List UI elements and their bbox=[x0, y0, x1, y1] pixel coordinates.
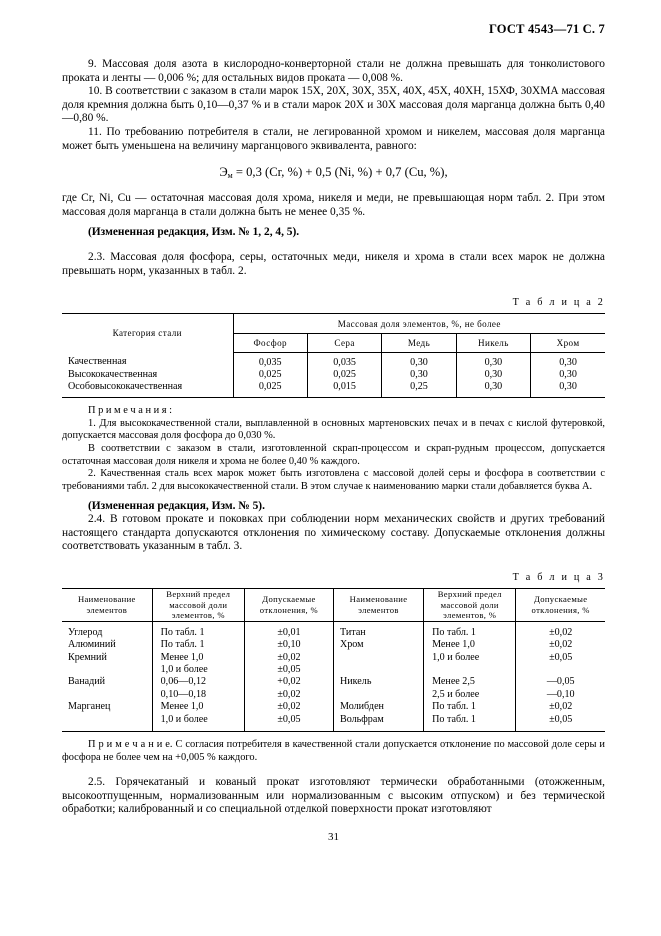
table3-row6-lim-right: По табл. 1 bbox=[424, 701, 516, 713]
paragraph-2-4: 2.4. В готовом прокате и поковках при соблюдении норм механических свойств и других требований настоящего стандарта допускаются отклонения по химическому составу. Допускаемые отклонения должны соответствовать указанным в табл. 3. bbox=[62, 513, 605, 553]
table-2 bbox=[62, 313, 605, 399]
table3-row4-lim-right: Менее 2,5 bbox=[424, 676, 516, 688]
formula-symbol: Э bbox=[219, 165, 228, 180]
table2-header-span: Массовая доля элементов, %, не более bbox=[233, 313, 605, 333]
table3-row5-el-right bbox=[333, 689, 423, 701]
table3-row3-dev-right bbox=[516, 664, 605, 676]
table2-row0-category: Качественная bbox=[62, 352, 233, 369]
table2-note-2: 2. Качественная сталь всех марок может быть изготовлена с массовой долей серы и фосфора в соответствии с требованиями табл. 2 для высококачественной стали. В этом случае к наименованию марки стали добавляется буква А. bbox=[62, 468, 605, 492]
table3-row0-dev-left: ±0,01 bbox=[244, 621, 333, 639]
table3-row6-lim-left: Менее 1,0 bbox=[152, 701, 244, 713]
table2-row2-val1: 0,015 bbox=[307, 381, 381, 398]
table-row bbox=[62, 701, 605, 713]
table-row bbox=[62, 352, 605, 369]
table2-row0-val4: 0,30 bbox=[559, 356, 577, 368]
table3-row1-lim-right: Менее 1,0 bbox=[424, 639, 516, 651]
table2-row1-val4: 0,30 bbox=[559, 368, 577, 380]
table3-row6-dev-right: ±0,02 bbox=[549, 701, 573, 713]
table2-row1-val1: 0,025 bbox=[307, 369, 381, 381]
table3-row0-el-right: Титан bbox=[333, 621, 423, 639]
table3-row5-dev-left: ±0,02 bbox=[244, 689, 333, 701]
table2-col-sulfur: Сера bbox=[307, 333, 381, 352]
table3-row4-dev-left: +0,02 bbox=[244, 676, 333, 688]
table3-row1-el-left: Алюминий bbox=[62, 639, 152, 651]
table2-col-copper: Медь bbox=[382, 333, 456, 352]
table2-header-category: Категория стали bbox=[62, 313, 233, 352]
formula-expression: = 0,3 (Cr, %) + 0,5 (Ni, %) + 0,7 (Cu, %), bbox=[232, 165, 448, 180]
table2-col-chromium: Хром bbox=[531, 333, 605, 352]
table3-row2-lim-right: 1,0 и более bbox=[424, 652, 516, 664]
table3-row3-lim-right bbox=[424, 664, 516, 676]
table-row bbox=[62, 369, 605, 381]
table3-row7-el-left bbox=[62, 714, 152, 732]
paragraph-11: 11. По требованию потребителя в стали, не легированной хромом и никелем, массовая доля марганца может быть уменьшена на величину марганцового эквивалента, равного: bbox=[62, 125, 605, 152]
table2-row2-category: Особовысококачественная bbox=[62, 381, 233, 398]
table-row bbox=[62, 652, 605, 664]
table3-row7-dev-right: ±0,05 bbox=[549, 713, 573, 725]
table2-note-1b: В соответствии с заказом в стали, изготовленной скрап-процессом и скрап-рудным процессом, допускается остаточная массовая доля никеля и хрома не более 0,40 % каждого. bbox=[62, 442, 605, 467]
table3-row2-el-left: Кремний bbox=[62, 652, 152, 664]
table3-row0-lim-right: По табл. 1 bbox=[424, 621, 516, 639]
table3-col-deviation-left: Допускаемые отклонения, % bbox=[244, 589, 333, 621]
table3-row7-lim-left: 1,0 и более bbox=[152, 714, 244, 732]
table2-col-phosphorus: Фосфор bbox=[233, 333, 307, 352]
table3-row4-el-right: Никель bbox=[333, 676, 423, 688]
table3-row1-el-right: Хром bbox=[333, 639, 423, 651]
table3-row0-el-left: Углерод bbox=[62, 621, 152, 639]
formula-subscript: м bbox=[227, 171, 233, 181]
paragraph-2-3: 2.3. Массовая доля фосфора, серы, остаточных меди, никеля и хрома в стали всех марок не должна превышать норм, указанных в табл. 2. bbox=[62, 251, 605, 277]
table3-caption: Т а б л и ц а 3 bbox=[512, 572, 605, 584]
table2-row1-val2: 0,30 bbox=[382, 369, 456, 381]
table3-row4-lim-left: 0,06—0,12 bbox=[152, 676, 244, 688]
table2-row0-val0: 0,035 bbox=[233, 352, 307, 369]
table3-col-limit-left: Верхний предел массовой доли элементов, % bbox=[152, 589, 244, 621]
table2-header-row-1 bbox=[62, 313, 605, 333]
table3-row2-el-right bbox=[333, 652, 423, 664]
table2-row1-val0: 0,025 bbox=[233, 369, 307, 381]
table2-note-1: 1. Для высококачественной стали, выплавленной в основных мартеновских печах и в печах с кислой футеровкой, допускается массовая доля фосфора до 0,030 %. bbox=[62, 417, 605, 442]
table3-col-element-left: Наименование элементов bbox=[62, 589, 152, 621]
table2-row2-val3: 0,30 bbox=[456, 381, 530, 398]
table3-row3-lim-left: 1,0 и более bbox=[152, 664, 244, 676]
table-row bbox=[62, 381, 605, 398]
paragraph-9: 9. Массовая доля азота в кислородно-конверторной стали не должна превышать для тонколистового проката и ленты — 0,006 %; для остальных видов проката — 0,008 %. bbox=[62, 58, 605, 84]
page-number: 31 bbox=[328, 831, 339, 844]
table3-row1-lim-left: По табл. 1 bbox=[152, 639, 244, 651]
table2-row2-val4: 0,30 bbox=[559, 380, 577, 392]
table2-col-nickel: Никель bbox=[456, 333, 530, 352]
table3-row7-el-right: Вольфрам bbox=[333, 714, 423, 732]
table3-row5-dev-right: —0,10 bbox=[546, 688, 575, 700]
table2-row2-val0: 0,025 bbox=[233, 381, 307, 398]
table3-row6-el-left: Марганец bbox=[62, 701, 152, 713]
manganese-equivalent-formula bbox=[62, 165, 605, 180]
table3-row2-dev-right: ±0,05 bbox=[549, 651, 573, 663]
table3-row5-lim-right: 2,5 и более bbox=[424, 689, 516, 701]
revision-note-1: (Измененная редакция, Изм. № 1, 2, 4, 5). bbox=[88, 226, 300, 239]
table3-col-element-right: Наименование элементов bbox=[333, 589, 423, 621]
table3-row0-dev-right: ±0,02 bbox=[549, 626, 573, 638]
table3-row6-el-right: Молибден bbox=[333, 701, 423, 713]
paragraph-2-5: 2.5. Горячекатаный и кованый прокат изготовляют термически обработанными (отожженным, высокоотпущенным, нормализованным или нормализованным с высоким отпуском) и без термической обработки; калиброванный и со специальной отделкой поверхности прокат изготовляют bbox=[62, 776, 605, 816]
table3-row4-dev-right: —0,05 bbox=[546, 676, 575, 688]
table-row bbox=[62, 664, 605, 676]
table2-row0-val1: 0,035 bbox=[307, 352, 381, 369]
table2-row1-val3: 0,30 bbox=[456, 369, 530, 381]
table2-row0-val2: 0,30 bbox=[382, 352, 456, 369]
table3-col-deviation-right: Допускаемые отклонения, % bbox=[516, 589, 605, 621]
table-3 bbox=[62, 588, 605, 732]
table2-caption: Т а б л и ц а 2 bbox=[512, 296, 605, 308]
table3-row0-lim-left: По табл. 1 bbox=[152, 621, 244, 639]
table-row bbox=[62, 621, 605, 639]
table3-row7-lim-right: По табл. 1 bbox=[424, 714, 516, 732]
table2-row1-category: Высококачественная bbox=[62, 369, 233, 381]
table3-row5-el-left bbox=[62, 689, 152, 701]
table-row bbox=[62, 639, 605, 651]
table3-row3-el-right bbox=[333, 664, 423, 676]
table3-row3-el-left bbox=[62, 664, 152, 676]
table-row bbox=[62, 689, 605, 701]
table3-row2-dev-left: ±0,02 bbox=[244, 652, 333, 664]
table3-header-row bbox=[62, 589, 605, 621]
table3-row3-dev-left: ±0,05 bbox=[244, 664, 333, 676]
table-row bbox=[62, 676, 605, 688]
table3-row7-dev-left: ±0,05 bbox=[244, 714, 333, 732]
page-header: ГОСТ 4543—71 С. 7 bbox=[488, 22, 605, 36]
table2-notes-label: П р и м е ч а н и я : bbox=[88, 405, 173, 417]
table-row bbox=[62, 714, 605, 732]
table3-note: П р и м е ч а н и е. С согласия потребителя в качественной стали допускается отклонение по массовой доле серы и фосфора не более чем на +0,005 % каждого. bbox=[62, 739, 605, 763]
table2-row2-val2: 0,25 bbox=[382, 381, 456, 398]
table3-col-limit-right: Верхний предел массовой доли элементов, % bbox=[424, 589, 516, 621]
paragraph-10: 10. В соответствии с заказом в стали марок 15Х, 20Х, 30Х, 35Х, 40Х, 45Х, 40ХН, 15ХФ, 30ХМА массовая доля кремния должна быть 0,10—0,37 % и в стали марок 20Х и 30Х массовая доля марганца должна быть 0,40—0,80 %. bbox=[62, 85, 605, 125]
table3-row2-lim-left: Менее 1,0 bbox=[152, 652, 244, 664]
table3-row1-dev-right: ±0,02 bbox=[549, 639, 573, 651]
table3-row6-dev-left: ±0,02 bbox=[244, 701, 333, 713]
table2-row0-val3: 0,30 bbox=[456, 352, 530, 369]
revision-note-2: (Измененная редакция, Изм. № 5). bbox=[88, 500, 265, 513]
table3-row1-dev-left: ±0,10 bbox=[244, 639, 333, 651]
table3-row4-el-left: Ванадий bbox=[62, 676, 152, 688]
table3-row5-lim-left: 0,10—0,18 bbox=[152, 689, 244, 701]
formula-where-note: где Cr, Ni, Cu — остаточная массовая доля хрома, никеля и меди, не превышающая норм табл. 2. При этом массовая доля марганца в стали должна быть не менее 0,35 %. bbox=[62, 192, 605, 218]
